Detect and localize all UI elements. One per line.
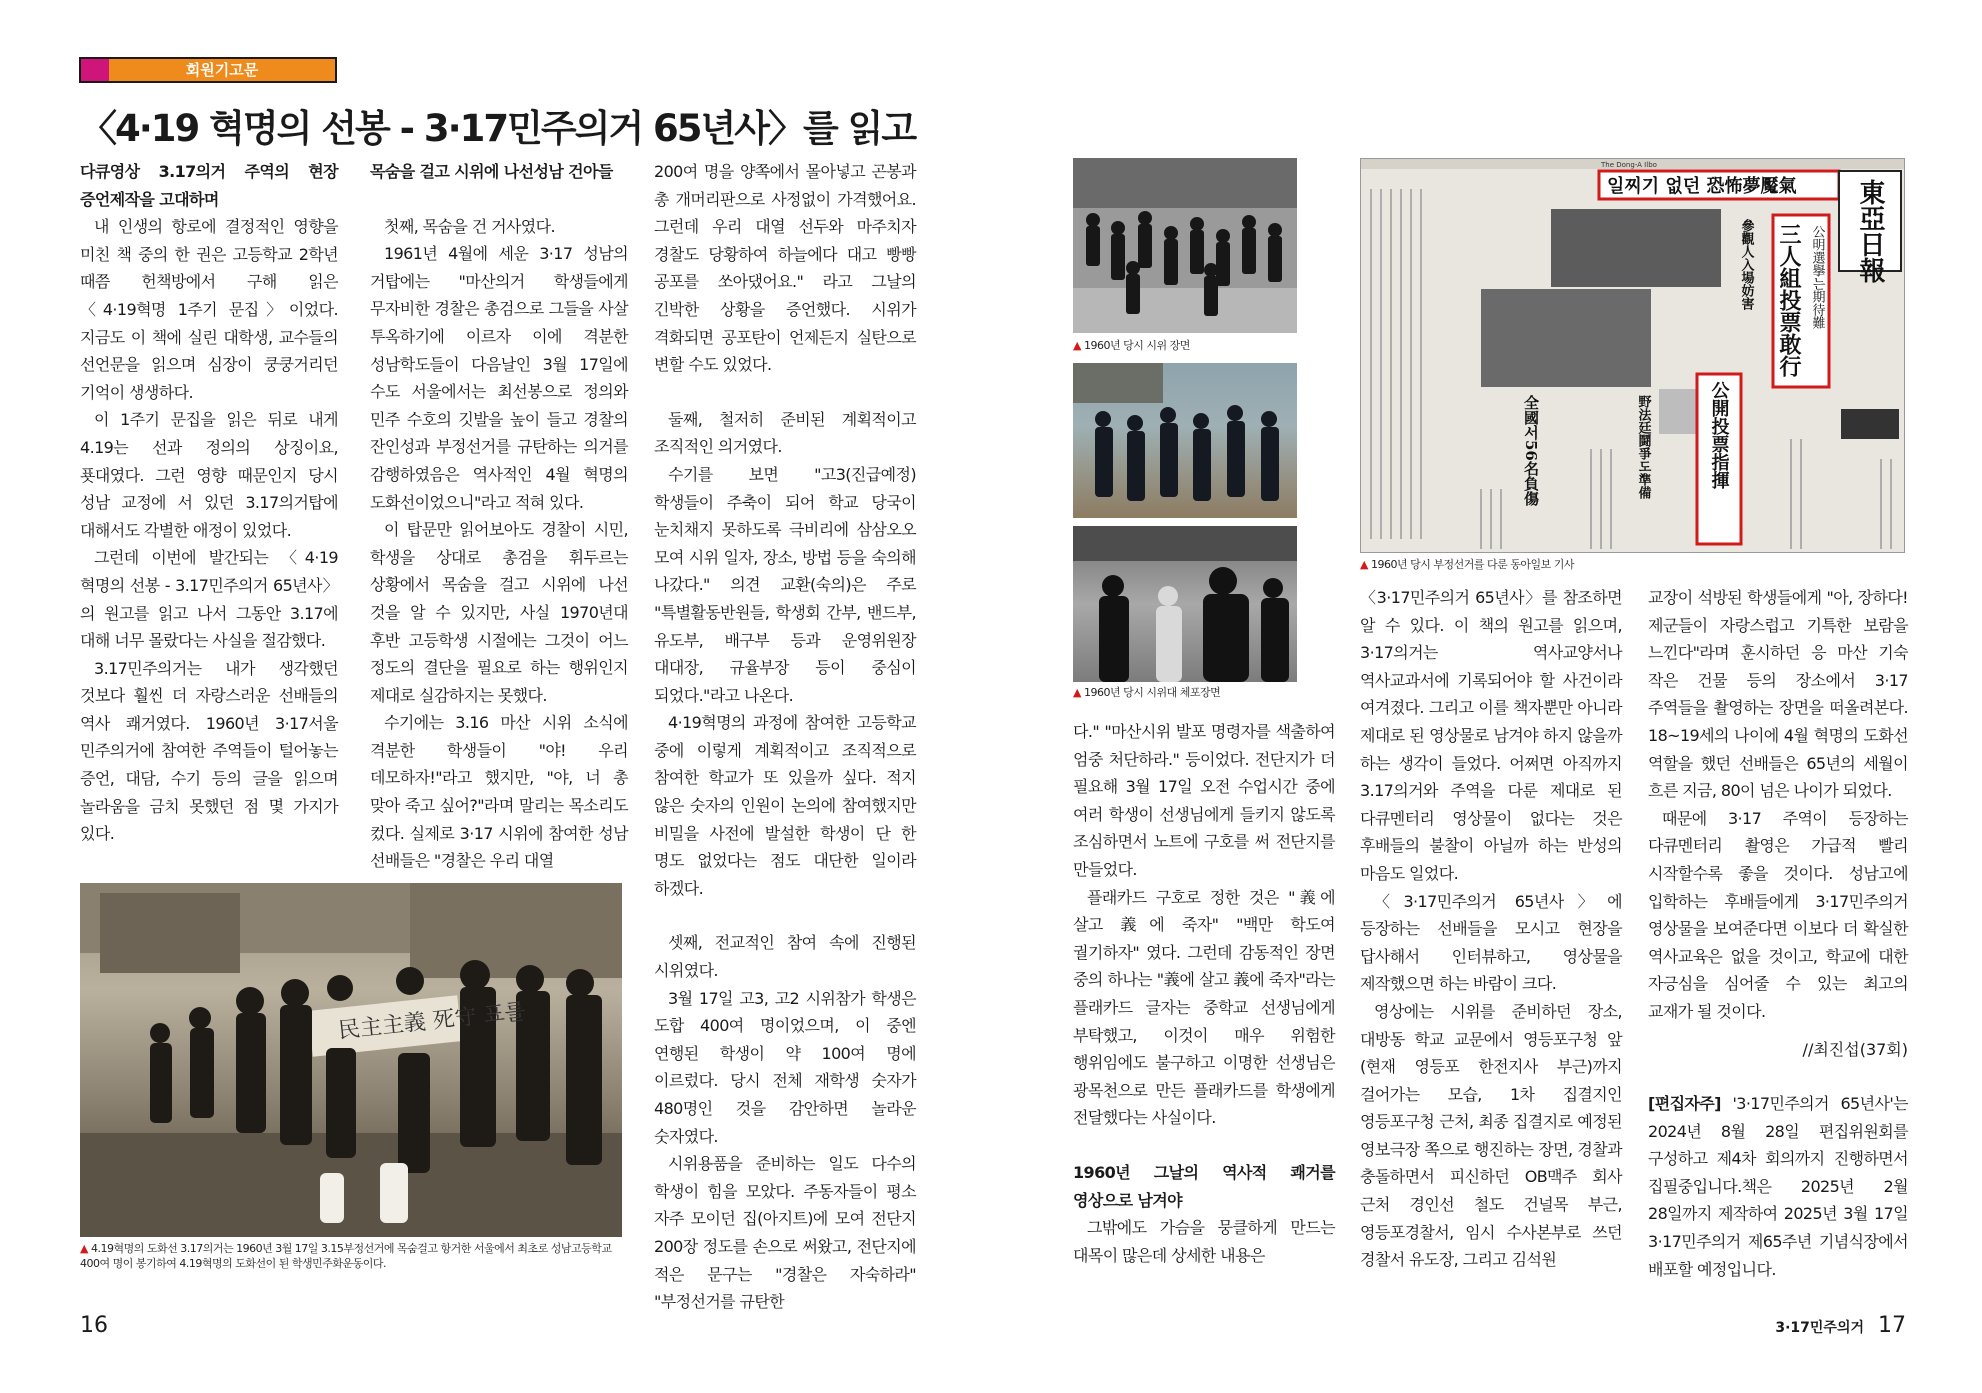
text-column-3 <box>654 158 916 1316</box>
page-number-left: 16 <box>80 1313 108 1338</box>
text-column-1 <box>80 158 338 848</box>
section-tag-accent <box>81 59 109 81</box>
banner-text: 民主主義 死守 표를 <box>337 999 528 1044</box>
page-footer-right <box>1775 1313 1906 1393</box>
newspaper-scene <box>1361 159 1905 553</box>
photo-3-caption-text: ▲ 1960년 당시 시위대 체포장면 <box>1073 686 1221 699</box>
author-signature: //최진섭(37회) <box>1802 1040 1908 1059</box>
subheading: 목숨을 걸고 시위에 나선성남 건아들 <box>370 162 613 181</box>
text-column-6 <box>1648 584 1908 1026</box>
editor-note <box>1648 1090 1908 1283</box>
police-line-photo <box>1073 363 1297 518</box>
subheading: 다큐영상 3.17의거 주역의 현장 증언제작을 고대하며 <box>80 162 338 209</box>
paragraph: 셋째, 전교적인 참여 속에 진행된 시위였다. <box>654 933 916 981</box>
main-photo-scene <box>80 883 622 1237</box>
paragraph: 교장이 석방된 학생들에게 "아, 장하다! 제군들이 자랑스럽고 기특한 보람을 느낀다"라며 훈시하던 응 마산 기숙 작은 건물 등의 장소에서 3·17 주역들을 촬영하는 장면을 떠올려본다. 18~19세의 나이에 4월 혁명의 도화선 역할을 했던 선배들은 65년의 세월이 흐른 지금, 80이 넘은 나이가 되었다. <box>1648 588 1908 801</box>
page-number-right: 17 <box>1878 1313 1906 1338</box>
main-protest-photo <box>80 883 622 1237</box>
photo-1-caption-text: ▲ 1960년 당시 시위 장면 <box>1073 339 1190 352</box>
paragraph: 플래카드 구호로 정한 것은 "義에 살고 義에 죽자" "백만 학도여 궐기하자" 였다. 그런데 감동적인 장면 중의 하나는 "義에 살고 義에 죽자"라는 플래카드 글자는 중학교 선생님에게 부탁했고, 이것이 매우 위험한 행위임에도 불구하고 이명한 선생님은 광목천으로 만든 플래카드를 학생에게 전달했다는 사실이다. <box>1073 887 1335 1128</box>
section-tag-label: 회원기고문 <box>185 61 259 79</box>
photo-3-scene <box>1073 526 1297 682</box>
section-tag <box>79 57 337 83</box>
newspaper-second-headline: 公開投票指揮 <box>1708 381 1730 489</box>
paragraph: 그밖에도 가슴을 뭉클하게 만드는 대목이 많은데 상세한 내용은 <box>1073 1218 1335 1265</box>
paragraph: 〈3·17민주의거 65년사〉에 등장하는 선배들을 모시고 현장을 답사해서 인터뷰하고, 영상물을 제작했으면 하는 바람이 크다. <box>1360 891 1622 994</box>
newspaper-caption <box>1360 557 1574 572</box>
newspaper-ticker: The Dong-A Ilbo <box>1601 161 1657 169</box>
paragraph: 수기를 보면 "고3(진급예정) 학생들이 주축이 되어 학교 당국이 눈치채지 못하도록 극비리에 삼삼오오 모여 시위 일자, 장소, 방법 등을 숙의해 나갔다." 의견 교환(숙의)은 주로 "특별활동반원들, 학생회 간부, 밴드부, 유도부, 배구부 등과 운영위원장 대대장, 규율부장 등이 중심이 되었다."라고 나온다. <box>654 464 916 705</box>
photo-1-caption <box>1073 338 1190 353</box>
paragraph: 다." "마산시위 발포 명령자를 색출하여 엄중 처단하라." 등이었다. 전단지가 더 필요해 3월 17일 오전 수업시간 중에 여러 학생이 선생님에게 들키지 않도록 조심하면서 노트에 구호를 써 전단지를 만들었다. <box>1073 722 1335 879</box>
article-title: 〈4·19 혁명의 선봉 - 3·17민주의거 65년사〉를 읽고 <box>80 107 916 150</box>
paragraph: 3월 17일 고3, 고2 시위참가 학생은 도합 400여 명이었으며, 이 중엔 연행된 학생이 약 100여 명에 이르렀다. 당시 전체 재학생 숫자가 480명인 것을 감안하면 놀라운 숫자였다. <box>654 988 916 1146</box>
newspaper-banner-headline: 일찌기 없던 恐怖夢魘氣 <box>1607 176 1797 197</box>
protest-scene-photo <box>1073 158 1297 333</box>
text-column-2 <box>370 158 628 875</box>
publication-label: 3·17민주의거 <box>1775 1320 1864 1336</box>
newspaper-side-head-2: 野法廷鬪爭도準備 <box>1635 395 1651 499</box>
paragraph: 200여 명을 양쪽에서 몰아넣고 곤봉과 총 개머리판으로 사정없이 가격했어요. 그런데 우리 대열 선두와 마주치자 경찰도 당황하여 하늘에다 대고 빵빵 공포를 쏘아댔어요." 라고 그날의 긴박한 상황을 증언했다. 시위가 격화되면 공포탄이 언제든지 실탄으로 변할 수도 있었다. <box>654 162 916 375</box>
main-photo-caption-text: ▲ 4.19혁명의 도화선 3.17의거는 1960년 3월 17일 3.15부정선거에 목숨걸고 항거한 서울에서 최초로 성남고등학교 400여 명이 봉기하여 4.19혁명의 도화선이 된 학생민주화운동이다. <box>80 1242 612 1270</box>
paragraph: 시위용품을 준비하는 일도 다수의 학생이 힘을 모았다. 주동자들이 평소 자주 모이던 집(아지트)에 모여 전단지 200장 정도를 손으로 써왔고, 전단지에 적은 문구는 "경찰은 자숙하라" "부정선거를 규탄한 <box>654 1154 916 1312</box>
caption-triangle-icon: ▲ <box>1360 558 1368 571</box>
photo-2-scene <box>1073 363 1297 518</box>
newspaper-masthead: 東亞日報 <box>1855 179 1885 283</box>
paragraph: 3.17민주의거는 내가 생각했던 것보다 훨씬 더 자랑스러운 선배들의 역사 쾌거였다. 1960년 3·17서울 민주의거에 참여한 주역들이 털어놓는 증언, 대담, 수기 등의 글을 읽으며 놀라움을 금치 못했던 점 몇 가지가 있다. <box>80 658 338 844</box>
main-photo-caption <box>80 1241 625 1271</box>
paragraph: 이 1주기 문집을 읽은 뒤로 내게 4.19는 선과 정의의 상징이요, 푯대였다. 그런 영향 때문인지 당시 성남 교정에 서 있던 3.17의거탑에 대해서도 각별한 애정이 있었다. <box>80 410 338 540</box>
editor-note-text: '3·17민주의거 65년사'는 2024년 8월 28일 편집위원회를 구성하고 제4차 회의까지 진행하면서 집필중입니다.책은 2025년 2월 28일까지 제작하여 2025년 3월 17일 3·17민주의거 제65주년 기념식장에서 배포할 예정입니다. <box>1648 1094 1908 1279</box>
paragraph: 수기에는 3.16 마산 시위 소식에 격분한 학생들이 "야! 우리 데모하자!"라고 했지만, "야, 너 총 맞아 죽고 싶어?"라며 말리는 목소리도 컸다. 실제로 3·17 시위에 참여한 성남 선배들은 "경찰은 우리 대열 <box>370 713 628 871</box>
caption-triangle-icon: ▲ <box>1073 686 1081 699</box>
newspaper-vertical-subhead: 公明選擧는期待難 <box>1809 225 1825 329</box>
paragraph: 1961년 4월에 세운 3·17 성남의 거탑에는 "마산의거 학생들에게 무자비한 경찰은 총검으로 그들을 사살 투옥하기에 이르자 이에 격분한 성남학도들이 다음날인 3월 17일에 수도 서울에서는 최선봉으로 정의와 민주 수호의 깃발을 높이 들고 경찰의 잔인성과 부정선거를 규탄하는 의거를 감행하였음은 역사적인 4월 혁명의 도화선이었으니"라고 적혀 있다. <box>370 244 628 512</box>
caption-triangle-icon: ▲ <box>1073 339 1081 352</box>
paragraph: 〈3·17민주의거 65년사〉를 참조하면 알 수 있다. 이 책의 원고를 읽으며, 3·17의거는 역사교양서나 역사교과서에 기록되어야 할 사건이라 여겨졌다. 그리고 이를 책자뿐만 아니라 제대로 된 영상물로 남겨야 하지 않을까 하는 생각이 들었다. 어쩌면 아직까지 3.17의거와 주역을 다룬 제대로 된 다큐멘터리 영상물이 없다는 것은 후배들의 불찰이 아닐까 하는 반성의 마음도 일었다. <box>1360 588 1622 883</box>
paragraph: 그런데 이번에 발간되는 〈4·19 혁명의 선봉 - 3.17민주의거 65년사〉의 원고를 읽고 나서 그동안 3.17에 대해 너무 몰랐다는 사실을 절감했다. <box>80 548 338 651</box>
arrest-scene-photo <box>1073 526 1297 682</box>
dong-a-ilbo-newspaper <box>1360 158 1905 553</box>
newspaper-caption-text: ▲ 1960년 당시 부정선거를 다룬 동아일보 기사 <box>1360 558 1574 571</box>
text-column-5 <box>1360 584 1622 1274</box>
paragraph: 둘째, 철저히 준비된 계획적이고 조직적인 의거였다. <box>654 409 916 457</box>
photo-3-caption <box>1073 685 1220 700</box>
newspaper-vertical-headline: 三人組投票敢行 <box>1776 223 1802 377</box>
subheading: 1960년 그날의 역사적 쾌거를 영상으로 남겨야 <box>1073 1162 1335 1210</box>
caption-triangle-icon: ▲ <box>80 1242 88 1255</box>
paragraph: 때문에 3·17 주역이 등장하는 다큐멘터리 촬영은 가급적 빨리 시작할수록 좋을 것이다. 성남고에 입학하는 후배들에게 3·17민주의거 영상물을 보여준다면 이보다 더 확실한 역사교육은 없을 것이고, 학교에 대한 자긍심을 심어줄 수 있는 최고의 교재가 될 것이다. <box>1648 808 1908 1021</box>
paragraph: 내 인생의 항로에 결정적인 영향을 미친 책 중의 한 권은 고등학교 2학년 때쯤 헌책방에서 구해 읽은 〈4·19혁명 1주기 문집〉이었다. 지금도 이 책에 실린 대학생, 교수들의 선언문을 읽으며 심장이 쿵쿵거리던 기억이 생생하다. <box>80 217 338 402</box>
paragraph: 첫째, 목숨을 건 거사였다. <box>384 216 555 236</box>
newspaper-side-head-1: 全國서56名負傷 <box>1522 395 1540 506</box>
paragraph: 영상에는 시위를 준비하던 장소, 대방동 학교 교문에서 영등포구청 앞(현재 영등포 한전지사 부근)까지 걸어가는 모습, 1차 집결지인 영등포구청 근처, 최종 집결지로 예정된 영보극장 쪽으로 행진하는 장면, 경찰과 충돌하면서 피신하던 OB맥주 회사 근처 경인선 철도 건널목 부근, 영등포경찰서, 임시 수사본부로 쓰던 경찰서 유도장, 그리고 김석원 <box>1360 1001 1622 1270</box>
text-column-4 <box>1073 718 1335 1269</box>
photo-1-scene <box>1073 158 1297 333</box>
newspaper-side-head-3: 參觀人入場妨害 <box>1738 219 1754 310</box>
paragraph: 4·19혁명의 과정에 참여한 고등학교 중에 이렇게 계획적이고 조직적으로 참여한 학교가 또 있을까 싶다. 적지 않은 숫자의 인원이 논의에 참여했지만 비밀을 사전에 발설한 학생이 단 한 명도 없었다는 점도 대단한 일이라 하겠다. <box>654 713 916 898</box>
editor-note-label: [편집자주] <box>1648 1094 1721 1113</box>
paragraph: 이 탑문만 읽어보아도 경찰이 시민, 학생을 상대로 총검을 휘두르는 상황에서 목숨을 걸고 시위에 나선 것을 알 수 있지만, 사실 1970년대 후반 고등학생 시절에는 그것이 어느 정도의 결단을 필요로 하는 행위인지 제대로 실감하지는 못했다. <box>370 520 628 705</box>
